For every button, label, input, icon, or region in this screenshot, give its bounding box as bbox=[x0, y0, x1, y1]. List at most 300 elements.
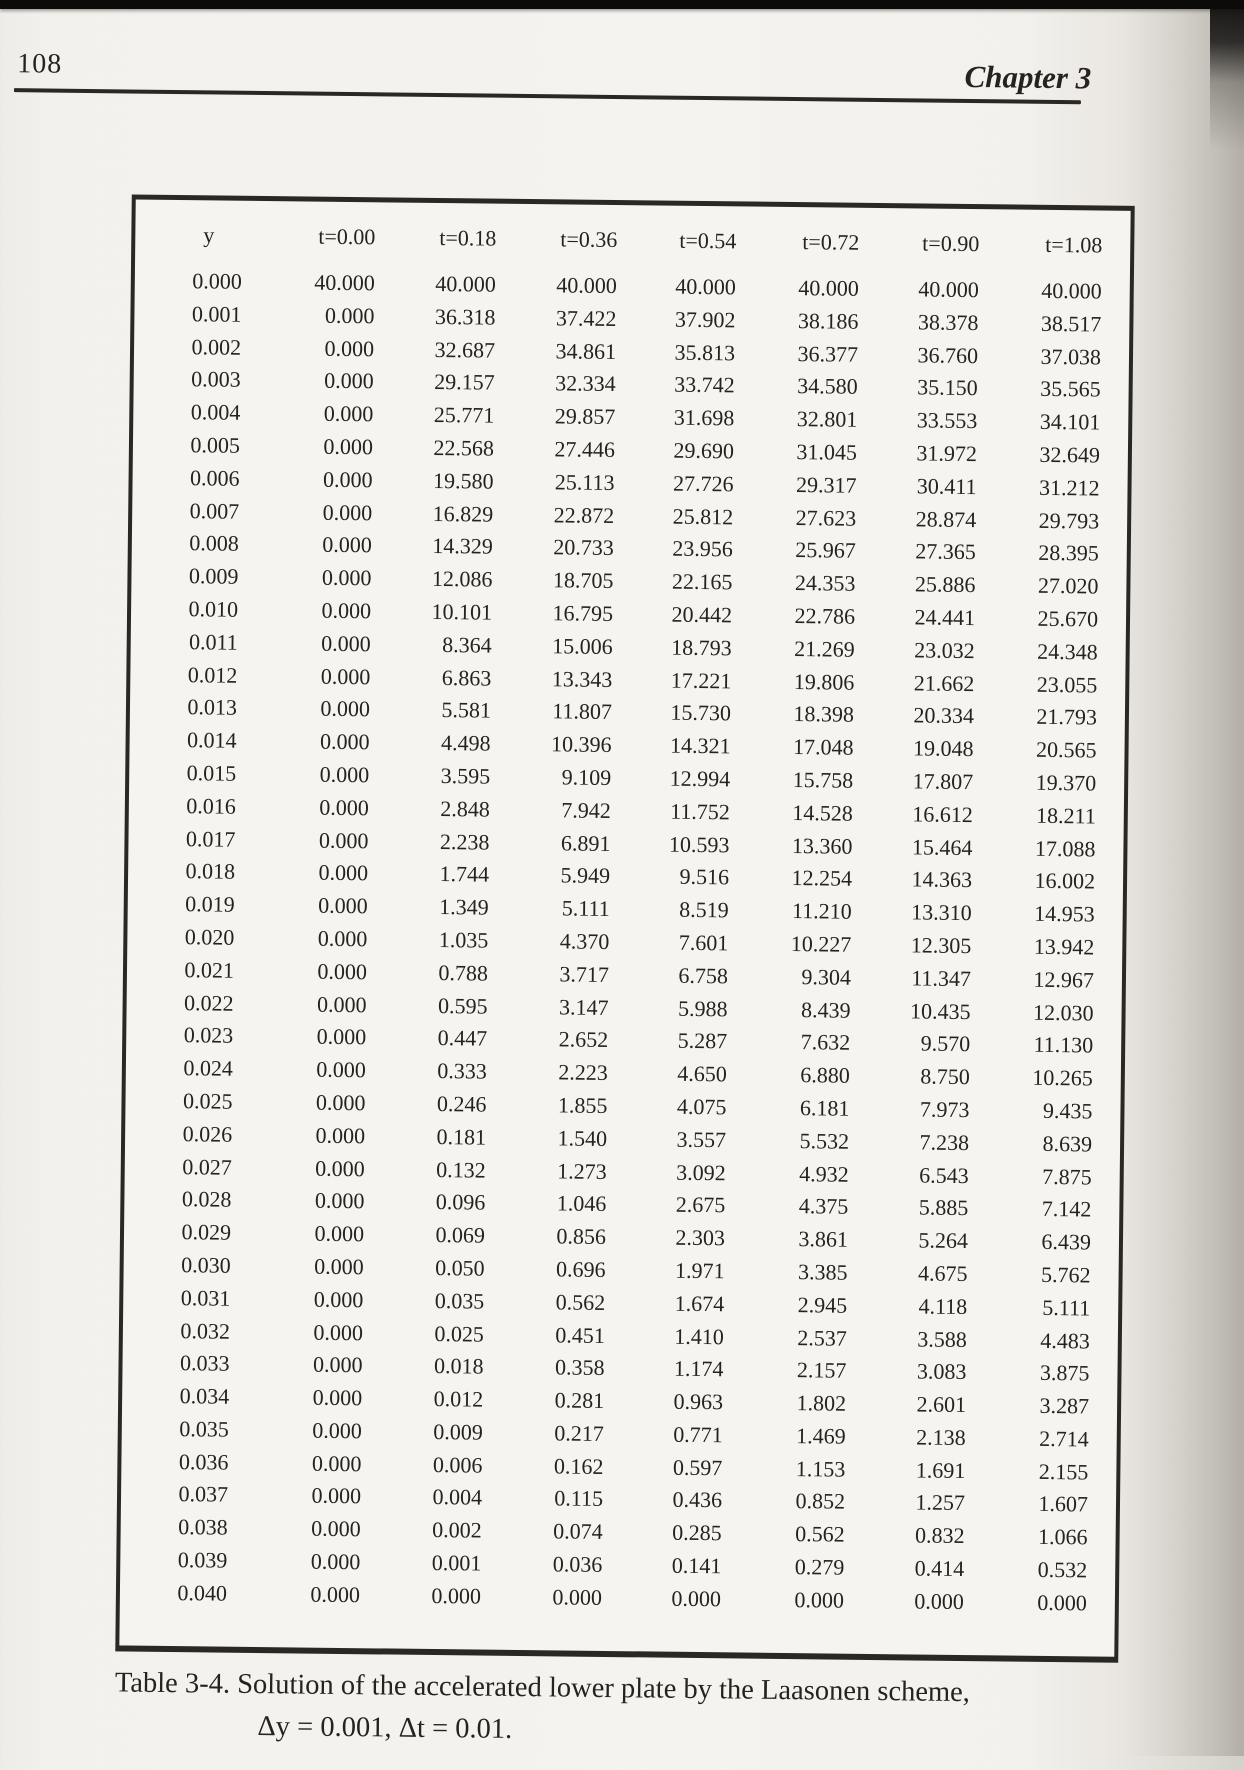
table-cell: 10.435 bbox=[909, 997, 971, 1024]
table-cell: 0.000 bbox=[312, 1384, 363, 1411]
table-cell: 1.971 bbox=[674, 1257, 725, 1284]
table-cell: 0.000 bbox=[319, 794, 370, 820]
table-cell: 0.000 bbox=[313, 1319, 364, 1345]
table-cell: 19.580 bbox=[432, 467, 494, 494]
table-cell: 3.588 bbox=[917, 1325, 968, 1352]
table-cell: 7.632 bbox=[800, 1029, 851, 1056]
table-cell: 0.003 bbox=[191, 366, 241, 393]
table-cell: 0.852 bbox=[795, 1488, 846, 1515]
table-cell: 0.532 bbox=[1037, 1556, 1088, 1583]
table-cell: 0.696 bbox=[556, 1256, 606, 1282]
table-cell: 21.662 bbox=[913, 669, 975, 696]
table-cell: 4.932 bbox=[799, 1160, 849, 1187]
table-cell: 0.217 bbox=[554, 1420, 604, 1446]
table-cell: 31.698 bbox=[673, 404, 735, 431]
table-cell: 10.101 bbox=[431, 598, 493, 625]
table-cell: 40.000 bbox=[918, 276, 979, 303]
table-cell: 0.037 bbox=[178, 1481, 229, 1508]
table-cell: 0.281 bbox=[554, 1387, 605, 1414]
table-cell: 20.733 bbox=[553, 534, 614, 561]
table-cell: 13.343 bbox=[551, 665, 613, 692]
table-cell: 10.396 bbox=[550, 731, 612, 758]
table-cell: 0.000 bbox=[322, 499, 373, 525]
table-cell: 19.370 bbox=[1035, 769, 1097, 796]
table-cell: 0.000 bbox=[318, 892, 368, 919]
table-cell: 10.593 bbox=[668, 831, 730, 857]
column-header: y bbox=[203, 222, 215, 248]
table-cell: 0.019 bbox=[185, 891, 235, 917]
table-cell: 0.029 bbox=[181, 1219, 232, 1245]
table-cell: 0.358 bbox=[554, 1354, 605, 1381]
page-number: 108 bbox=[17, 48, 63, 80]
table-cell: 40.000 bbox=[314, 269, 375, 296]
table-cell: 7.973 bbox=[919, 1096, 970, 1122]
table-cell: 20.442 bbox=[671, 601, 733, 628]
table-cell: 40.000 bbox=[435, 270, 496, 297]
table-cell: 14.363 bbox=[911, 866, 973, 893]
table-cell: 5.111 bbox=[561, 895, 610, 922]
table-cell: 5.762 bbox=[1040, 1261, 1091, 1288]
table-cell: 0.008 bbox=[189, 530, 239, 557]
table-cell: 0.000 bbox=[318, 827, 369, 853]
table-cell: 27.623 bbox=[795, 504, 857, 531]
table-cell: 0.000 bbox=[315, 1155, 365, 1181]
table-cell: 0.000 bbox=[322, 466, 373, 493]
table-cell: 1.744 bbox=[439, 861, 490, 887]
table-cell: 20.334 bbox=[913, 702, 975, 729]
column-header: t=0.54 bbox=[679, 227, 737, 254]
table-cell: 0.132 bbox=[436, 1156, 486, 1183]
table-cell: 3.875 bbox=[1039, 1360, 1090, 1386]
table-cell: 0.002 bbox=[191, 333, 242, 360]
table-cell: 0.036 bbox=[552, 1551, 603, 1578]
table-cell: 1.174 bbox=[673, 1356, 724, 1382]
table-cell: 25.886 bbox=[914, 571, 976, 598]
table-cell: 14.329 bbox=[432, 533, 493, 560]
table-cell: 0.006 bbox=[432, 1451, 483, 1478]
table-cell: 4.498 bbox=[440, 730, 491, 756]
table-cell: 0.000 bbox=[318, 860, 369, 886]
table-cell: 3.717 bbox=[559, 961, 610, 987]
table-cell: 38.517 bbox=[1040, 310, 1102, 337]
table-cell: 19.806 bbox=[793, 668, 855, 695]
table-cell: 38.378 bbox=[917, 309, 979, 335]
table-cell: 0.000 bbox=[316, 1023, 367, 1050]
table-cell: 0.562 bbox=[795, 1521, 845, 1547]
table-cell: 2.157 bbox=[796, 1357, 847, 1383]
table-cell: 0.115 bbox=[554, 1485, 604, 1512]
table-cell: 12.254 bbox=[791, 865, 853, 892]
table-cell: 2.303 bbox=[675, 1224, 726, 1251]
table-cell: 0.033 bbox=[179, 1350, 230, 1376]
table-cell: 0.018 bbox=[433, 1353, 484, 1379]
table-cell: 0.011 bbox=[188, 628, 238, 655]
table-cell: 25.670 bbox=[1037, 605, 1099, 632]
table-cell: 5.287 bbox=[677, 1028, 728, 1054]
table-cell: 4.118 bbox=[918, 1293, 968, 1319]
table-cell: 1.540 bbox=[557, 1125, 608, 1151]
table-cell: 0.034 bbox=[179, 1383, 230, 1409]
table-cell: 20.565 bbox=[1035, 736, 1097, 763]
table-cell: 0.856 bbox=[556, 1223, 607, 1250]
table-cell: 0.038 bbox=[178, 1514, 228, 1540]
table-cell: 0.007 bbox=[189, 497, 240, 524]
table-cell: 23.055 bbox=[1036, 671, 1098, 698]
column-header: t=1.08 bbox=[1045, 231, 1103, 258]
table-cell: 11.210 bbox=[791, 898, 852, 924]
table-cell: 6.891 bbox=[560, 829, 611, 856]
table-cell: 24.353 bbox=[794, 570, 856, 596]
table-cell: 27.446 bbox=[554, 436, 616, 462]
table-cell: 0.039 bbox=[177, 1547, 228, 1573]
table-cell: 3.595 bbox=[440, 763, 491, 789]
table-cell: 2.537 bbox=[797, 1324, 848, 1351]
table-cell: 18.705 bbox=[552, 567, 614, 594]
table-cell: 0.026 bbox=[182, 1120, 233, 1147]
table-cell: 0.000 bbox=[552, 1584, 603, 1610]
table-cell: 21.793 bbox=[1036, 704, 1098, 730]
table-cell: 11.752 bbox=[670, 798, 730, 825]
table-cell: 0.032 bbox=[180, 1317, 231, 1344]
table-cell: 1.066 bbox=[1037, 1524, 1088, 1550]
table-cell: 3.147 bbox=[558, 993, 609, 1020]
table-cell: 2.238 bbox=[439, 828, 490, 855]
table-cell: 2.652 bbox=[558, 1026, 609, 1053]
table-cell: 0.451 bbox=[555, 1321, 606, 1348]
table-cell: 0.000 bbox=[317, 925, 368, 952]
table-cell: 0.028 bbox=[181, 1186, 232, 1213]
table-cell: 13.310 bbox=[911, 899, 972, 926]
table-cell: 25.967 bbox=[795, 537, 856, 564]
table-cell: 0.000 bbox=[313, 1286, 364, 1312]
table-cell: 0.016 bbox=[186, 792, 237, 819]
table-cell: 29.793 bbox=[1038, 507, 1100, 534]
column-header: t=0.90 bbox=[922, 230, 980, 257]
table-cell: 0.096 bbox=[435, 1189, 486, 1215]
table-cell: 34.580 bbox=[797, 373, 858, 400]
table-cell: 3.287 bbox=[1039, 1392, 1090, 1419]
table-cell: 15.758 bbox=[792, 766, 854, 793]
table-cell: 37.038 bbox=[1040, 343, 1102, 370]
table-cell: 2.945 bbox=[797, 1291, 848, 1318]
column-header: t=0.36 bbox=[560, 226, 618, 253]
table-cell: 24.441 bbox=[914, 604, 976, 631]
table-cell: 40.000 bbox=[1041, 277, 1102, 304]
table-cell: 40.000 bbox=[675, 273, 736, 300]
table-cell: 36.760 bbox=[917, 342, 979, 368]
table-cell: 0.009 bbox=[188, 563, 239, 589]
table-cell: 0.074 bbox=[553, 1518, 603, 1545]
table-cell: 12.994 bbox=[669, 765, 731, 792]
table-cell: 0.000 bbox=[314, 1253, 364, 1280]
table-cell: 1.273 bbox=[557, 1157, 607, 1184]
column-header: t=0.18 bbox=[439, 224, 497, 251]
table-cell: 4.075 bbox=[676, 1093, 727, 1120]
table-cell: 40.000 bbox=[556, 272, 617, 299]
table-cell: 0.562 bbox=[555, 1289, 606, 1315]
table-cell: 1.257 bbox=[915, 1489, 966, 1516]
table-cell: 0.285 bbox=[672, 1520, 722, 1546]
table-cell: 0.597 bbox=[672, 1454, 723, 1480]
table-cell: 4.483 bbox=[1040, 1327, 1091, 1353]
table-cell: 1.469 bbox=[796, 1423, 846, 1449]
table-caption-line-1: Table 3-4. Solution of the accelerated lower plate by the Laasonen scheme, bbox=[114, 1667, 971, 1709]
table-cell: 1.046 bbox=[556, 1190, 607, 1217]
table-cell: 22.872 bbox=[553, 501, 615, 528]
table-cell: 12.305 bbox=[910, 932, 972, 959]
table-cell: 28.395 bbox=[1038, 540, 1099, 566]
table-cell: 34.861 bbox=[555, 337, 617, 364]
table-cell: 2.601 bbox=[916, 1391, 967, 1418]
table-cell: 0.031 bbox=[180, 1284, 231, 1311]
table-cell: 0.000 bbox=[311, 1450, 362, 1476]
table-cell: 7.142 bbox=[1041, 1196, 1092, 1222]
table-cell: 6.758 bbox=[678, 962, 729, 989]
table-cell: 0.595 bbox=[437, 992, 488, 1019]
table-cell: 25.113 bbox=[554, 469, 615, 495]
table-cell: 33.742 bbox=[674, 372, 735, 398]
table-cell: 11.347 bbox=[911, 965, 972, 991]
table-cell: 16.002 bbox=[1034, 868, 1096, 894]
table-cell: 31.045 bbox=[796, 439, 858, 465]
column-header: t=0.00 bbox=[318, 223, 376, 250]
table-cell: 0.015 bbox=[186, 760, 237, 786]
table-cell: 0.000 bbox=[794, 1586, 845, 1613]
table-cell: 7.942 bbox=[561, 797, 611, 823]
table-cell: 0.000 bbox=[314, 1187, 365, 1214]
table-cell: 0.246 bbox=[436, 1090, 487, 1117]
table-cell: 8.364 bbox=[442, 631, 492, 658]
table-cell: 28.874 bbox=[915, 506, 977, 532]
table-cell: 0.002 bbox=[432, 1517, 482, 1543]
table-cell: 0.005 bbox=[190, 432, 241, 458]
table-cell: 35.150 bbox=[917, 374, 978, 401]
table-cell: 29.690 bbox=[673, 437, 735, 464]
table-cell: 6.181 bbox=[799, 1095, 850, 1121]
table-cell: 14.321 bbox=[669, 732, 731, 759]
table-cell: 6.543 bbox=[919, 1162, 969, 1188]
table-cell: 0.035 bbox=[179, 1416, 229, 1442]
table-cell: 37.902 bbox=[674, 306, 736, 333]
table-cell: 16.795 bbox=[552, 600, 614, 626]
table-cell: 0.012 bbox=[187, 661, 238, 688]
table-cell: 2.138 bbox=[916, 1424, 966, 1450]
table-cell: 18.793 bbox=[671, 634, 732, 661]
table-cell: 1.802 bbox=[796, 1390, 847, 1416]
table-cell: 0.141 bbox=[671, 1552, 722, 1579]
table-cell: 0.014 bbox=[186, 727, 237, 753]
table-cell: 12.967 bbox=[1033, 966, 1095, 993]
table-cell: 0.000 bbox=[431, 1582, 482, 1609]
table-cell: 0.000 bbox=[310, 1581, 361, 1608]
table-cell: 10.265 bbox=[1032, 1064, 1093, 1091]
table-cell: 0.414 bbox=[914, 1555, 965, 1582]
table-cell: 8.439 bbox=[800, 996, 851, 1023]
table-cell: 5.949 bbox=[560, 862, 611, 889]
table-cell: 3.861 bbox=[798, 1226, 849, 1252]
table-cell: 40.000 bbox=[798, 275, 859, 301]
table-cell: 15.464 bbox=[911, 833, 973, 860]
table-cell: 0.000 bbox=[316, 1056, 367, 1083]
table-cell: 0.001 bbox=[191, 300, 242, 327]
table-cell: 5.532 bbox=[799, 1127, 850, 1154]
table-cell: 10.227 bbox=[790, 930, 852, 957]
table-cell: 0.022 bbox=[184, 989, 234, 1016]
table-cell: 0.000 bbox=[914, 1588, 965, 1614]
table-cell: 27.726 bbox=[672, 470, 734, 497]
table-cell: 1.607 bbox=[1038, 1491, 1089, 1517]
table-cell: 15.730 bbox=[670, 700, 732, 726]
table-cell: 9.109 bbox=[561, 764, 612, 790]
table-cell: 0.000 bbox=[314, 1220, 365, 1247]
table-cell: 23.032 bbox=[914, 637, 975, 663]
table-cell: 8.750 bbox=[920, 1063, 970, 1090]
table-cell: 31.972 bbox=[916, 440, 978, 467]
table-cell: 7.875 bbox=[1042, 1163, 1092, 1189]
table-cell: 0.000 bbox=[324, 368, 374, 394]
table-cell: 0.000 bbox=[316, 991, 367, 1017]
table-cell: 5.885 bbox=[918, 1194, 969, 1221]
column-header: t=0.72 bbox=[802, 229, 860, 255]
table-cell: 16.612 bbox=[912, 801, 973, 827]
table-caption-line-2: Δy = 0.001, Δt = 0.01. bbox=[257, 1711, 513, 1745]
table-cell: 0.333 bbox=[437, 1058, 488, 1084]
table-cell: 12.086 bbox=[431, 566, 493, 592]
table-cell: 0.000 bbox=[322, 532, 372, 558]
table-cell: 6.863 bbox=[441, 664, 492, 691]
table-cell: 32.649 bbox=[1039, 441, 1101, 468]
table-cell: 0.000 bbox=[324, 302, 375, 329]
table-cell: 1.674 bbox=[674, 1290, 725, 1317]
table-cell: 0.001 bbox=[431, 1550, 482, 1576]
table-cell: 32.687 bbox=[434, 336, 496, 363]
table-cell: 8.639 bbox=[1042, 1130, 1093, 1157]
table-cell: 4.675 bbox=[917, 1260, 968, 1286]
table-cell: 0.023 bbox=[183, 1022, 234, 1049]
table-cell: 1.349 bbox=[439, 894, 489, 920]
table-cell: 29.157 bbox=[434, 369, 495, 396]
table-cell: 0.000 bbox=[320, 696, 371, 722]
table-cell: 17.807 bbox=[912, 768, 974, 795]
table-cell: 2.155 bbox=[1038, 1458, 1089, 1485]
table-cell: 0.012 bbox=[433, 1386, 484, 1412]
table-cell: 4.375 bbox=[798, 1193, 849, 1220]
table-cell: 19.048 bbox=[912, 735, 974, 762]
table-cell: 22.568 bbox=[433, 434, 495, 461]
table-cell: 0.000 bbox=[311, 1483, 362, 1509]
table-cell: 0.000 bbox=[323, 400, 374, 427]
table-cell: 17.088 bbox=[1034, 835, 1096, 862]
table-cell: 3.092 bbox=[676, 1159, 726, 1185]
table-cell: 0.069 bbox=[435, 1222, 486, 1248]
table-cell: 18.211 bbox=[1035, 802, 1096, 829]
table-cell: 0.004 bbox=[432, 1484, 483, 1511]
table-cell: 3.557 bbox=[676, 1126, 727, 1153]
table-cell: 0.000 bbox=[317, 958, 368, 984]
table-cell: 0.000 bbox=[315, 1122, 366, 1148]
table-cell: 29.317 bbox=[795, 471, 857, 498]
table-cell: 34.101 bbox=[1039, 409, 1101, 435]
table-cell: 37.422 bbox=[555, 305, 617, 331]
table-cell: 21.269 bbox=[794, 635, 855, 662]
table-cell: 6.880 bbox=[800, 1062, 850, 1088]
table-cell: 0.000 bbox=[310, 1548, 361, 1575]
table-cell: 14.528 bbox=[792, 799, 853, 826]
table-cell: 2.223 bbox=[558, 1059, 609, 1086]
table-cell: 0.027 bbox=[182, 1153, 232, 1180]
table-cell: 7.238 bbox=[919, 1129, 970, 1155]
table-cell: 0.000 bbox=[321, 564, 372, 591]
table-cell: 0.000 bbox=[321, 597, 372, 624]
data-table bbox=[115, 195, 1134, 1663]
table-cell: 0.025 bbox=[182, 1088, 233, 1114]
table-cell: 5.988 bbox=[677, 995, 728, 1021]
table-cell: 0.025 bbox=[434, 1320, 485, 1347]
table-cell: 4.650 bbox=[677, 1060, 728, 1087]
table-cell: 0.963 bbox=[673, 1388, 724, 1415]
table-cell: 4.370 bbox=[559, 928, 610, 954]
table-cell: 0.020 bbox=[184, 924, 235, 950]
table-cell: 12.030 bbox=[1032, 999, 1094, 1026]
table-cell: 17.048 bbox=[792, 734, 854, 760]
table-cell: 9.570 bbox=[920, 1030, 971, 1057]
table-cell: 13.942 bbox=[1033, 933, 1095, 960]
table-cell: 0.788 bbox=[438, 959, 489, 986]
table-cell: 27.365 bbox=[915, 538, 976, 565]
table-cell: 0.024 bbox=[183, 1055, 234, 1081]
table-cell: 2.675 bbox=[675, 1192, 726, 1218]
table-cell: 0.771 bbox=[673, 1421, 723, 1448]
table-cell: 0.000 bbox=[192, 268, 242, 294]
table-cell: 11.807 bbox=[552, 698, 613, 725]
table-cell: 3.385 bbox=[797, 1259, 848, 1285]
table-cell: 5.581 bbox=[441, 697, 492, 723]
table-cell: 33.553 bbox=[916, 407, 978, 434]
table-cell: 0.004 bbox=[190, 399, 241, 425]
table-cell: 17.221 bbox=[670, 667, 732, 693]
table-cell: 0.050 bbox=[435, 1254, 485, 1281]
table-cell: 5.264 bbox=[918, 1227, 969, 1254]
table-cell: 15.006 bbox=[552, 633, 613, 659]
table-cell: 0.000 bbox=[321, 630, 371, 657]
table-cell: 29.857 bbox=[554, 403, 616, 430]
table-cell: 22.165 bbox=[671, 568, 733, 595]
table-cell: 1.855 bbox=[557, 1092, 608, 1118]
table-cell: 0.013 bbox=[187, 694, 238, 721]
table-cell: 25.812 bbox=[672, 503, 734, 529]
table-cell: 1.691 bbox=[915, 1457, 966, 1483]
table-cell: 2.848 bbox=[440, 795, 490, 822]
table-header-row bbox=[135, 218, 1130, 263]
table-cell: 0.000 bbox=[323, 433, 374, 460]
table-cell: 36.318 bbox=[434, 303, 496, 330]
table-cell: 0.000 bbox=[1037, 1589, 1088, 1616]
table-cell: 0.000 bbox=[311, 1515, 361, 1542]
table-cell: 0.000 bbox=[319, 761, 370, 788]
table-cell: 35.813 bbox=[674, 339, 736, 365]
table-cell: 32.334 bbox=[555, 370, 616, 397]
table-cell: 8.519 bbox=[679, 896, 729, 923]
table-cell: 6.439 bbox=[1041, 1229, 1092, 1255]
table-cell: 2.714 bbox=[1039, 1425, 1089, 1452]
table-cell: 0.030 bbox=[181, 1252, 231, 1278]
table-cell: 0.036 bbox=[178, 1448, 229, 1475]
table-cell: 1.035 bbox=[438, 926, 489, 953]
table-cell: 32.801 bbox=[796, 406, 858, 432]
table-cell: 0.000 bbox=[320, 663, 371, 689]
table-cell: 0.162 bbox=[553, 1453, 604, 1479]
table-cell: 9.304 bbox=[801, 963, 852, 990]
